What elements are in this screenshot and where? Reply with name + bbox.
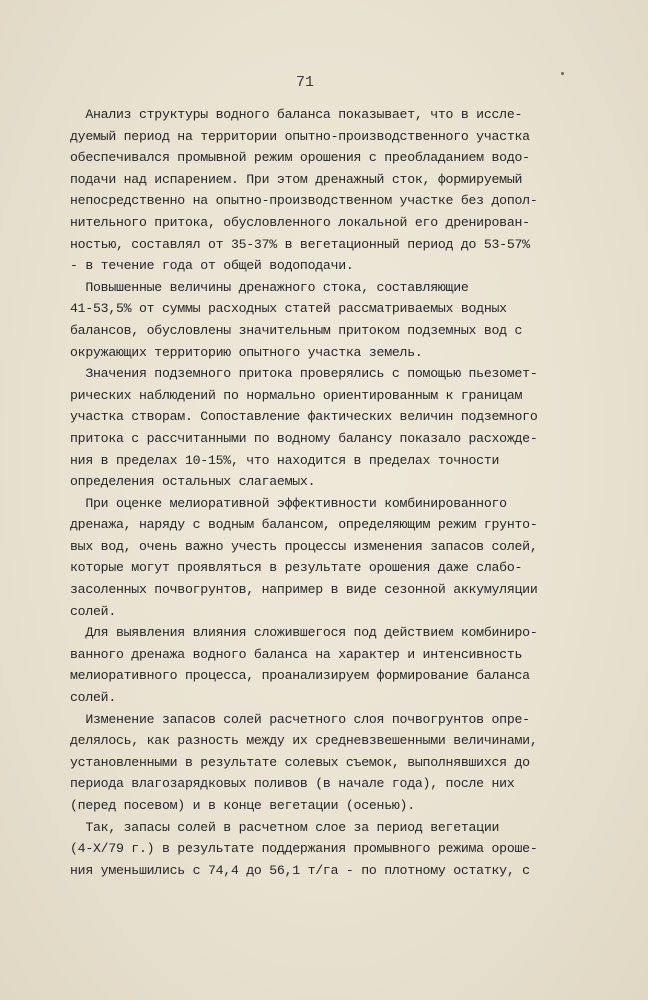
text-line: (перед посевом) и в конце вегетации (осенью). <box>70 798 415 813</box>
text-line: периода влагозарядковых поливов (в начале года), после них <box>70 776 515 792</box>
paper-speck <box>561 72 564 75</box>
text-line: которые могут проявляться в результате орошения даже слабо- <box>70 560 523 576</box>
text-line: засоленных почвогрунтов, например в виде сезонной аккумуляции <box>70 582 538 598</box>
text-line: делялось, как разность между их средневзвешенными величинами, <box>70 733 538 749</box>
text-line: солей. <box>70 690 116 706</box>
text-line: ванного дренажа водного баланса на характер и интенсивность <box>70 646 523 662</box>
text-line: - в течение года от общей водоподачи. <box>70 258 354 274</box>
text-line: дуемый период на территории опытно-производственного участка <box>70 128 530 144</box>
text-line: Значения подземного притока проверялись с помощью пьезомет- <box>70 366 538 382</box>
text-line: подачи над испарением. При этом дренажный сток, формируемый <box>70 171 523 187</box>
text-line: ния уменьшились с 74,4 до 56,1 т/га - по плотному остатку, с <box>70 862 530 878</box>
text-line: установленными в результате солевых съемок, выполнявшихся до <box>70 754 530 770</box>
text-line: 41-53,5% от суммы расходных статей рассматриваемых водных <box>70 301 507 317</box>
page-number: 71 <box>296 74 315 91</box>
text-line: рических наблюдений по нормально ориентированным к границам <box>70 387 523 403</box>
text-line: Для выявления влияния сложившегося под действием комбиниро- <box>70 625 538 641</box>
text-line: вых вод, очень важно учесть процессы изменения запасов солей, <box>70 538 538 554</box>
text-line: ния в пределах 10-15%, что находится в пределах точности <box>70 452 500 468</box>
text-line: окружающих территорию опытного участка земель. <box>70 344 423 360</box>
text-line: солей. <box>70 603 116 619</box>
text-line: Анализ структуры водного баланса показывает, что в иссле- <box>70 107 523 122</box>
text-line: ностью, составлял от 35-37% в вегетационный период до 53-57% <box>70 236 530 252</box>
text-line: нительного притока, обусловленного локальной его дренирован- <box>70 214 530 230</box>
text-line: Изменение запасов солей расчетного слоя почвогрунтов опре- <box>70 711 530 727</box>
text-line: участка створам. Сопоставление фактических величин подземного <box>70 409 538 425</box>
text-line: При оценке мелиоративной эффективности комбинированного <box>70 495 507 511</box>
text-line: притока с рассчитанными по водному балансу показало расхожде- <box>70 430 538 446</box>
text-line: Так, запасы солей в расчетном слое за период вегетации <box>70 819 500 835</box>
text-line: балансов, обусловлены значительным притоком подземных вод с <box>70 322 523 338</box>
text-line: дренажа, наряду с водным балансом, определяющим режим грунто- <box>70 517 538 533</box>
text-line: непосредственно на опытно-производственном участке без допол- <box>70 193 538 209</box>
text-line: (4-X/79 г.) в результате поддержания промывного режима ороше- <box>70 841 538 857</box>
text-line: определения остальных слагаемых. <box>70 474 316 490</box>
text-line: мелиоративного процесса, проанализируем формирование баланса <box>70 668 530 684</box>
text-line: Повышенные величины дренажного стока, составляющие <box>70 279 469 295</box>
text-line: обеспечивался промывной режим орошения с преобладанием водо- <box>70 150 530 166</box>
body-text <box>70 104 570 881</box>
